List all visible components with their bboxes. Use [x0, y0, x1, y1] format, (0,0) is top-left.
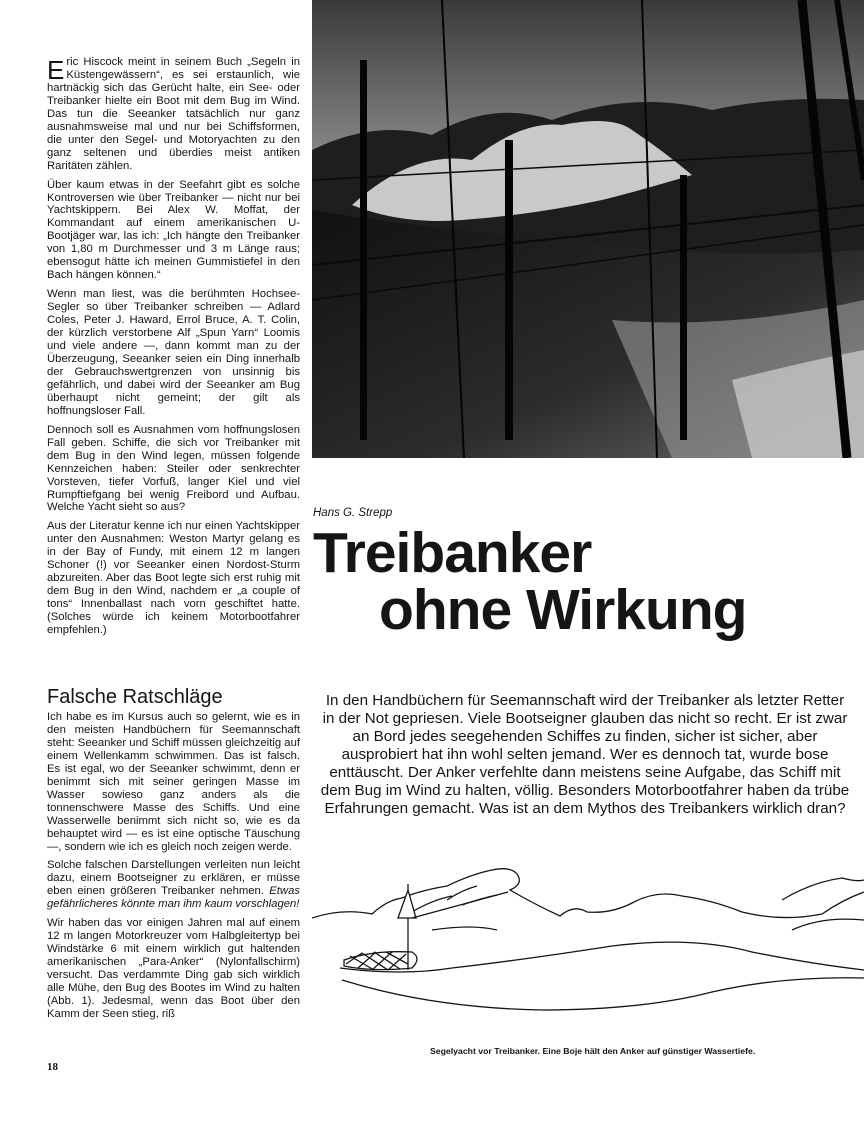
paragraph: [47, 56, 300, 173]
sea-anchor-sketch: [312, 860, 864, 1050]
lead-paragraph: In den Handbüchern für Seemannschaft wird der Treibanker als letzter Retter in der Not gepriesen. Viele Bootseigner glauben das nicht so recht. Er ist zwar an Bord jedes seegehenden Schiffes zu finden, sicher ist sicher, aber ausprobiert hat ihn wohl selten jemand. Wer es dennoch tat, wurde bose enttäuscht. Der Anker verfehlte dann meistens seine Aufgabe, das Schiff mit dem Bug im Wind zu halten, völlig. Besonders Motorbootfahrer haben da trübe Erfahrungen gemacht. Was ist an dem Mythos des Treibankers wirklich dran?: [320, 692, 850, 817]
headline: [313, 521, 843, 642]
paragraph: [47, 859, 300, 911]
paragraph: Über kaum etwas in der Seefahrt gibt es solche Kontroversen wie über Treibanker — nicht nur bei Yachtskippern. Bei Alex W. Moffat, der Kommandant auf einem amerikanischen U-Bootjäger war, las ich: „Ich hängte den Treibanker von 1,80 m Durchmesser und 3 m Länge raus; ebensogut hätte ich meinen Gummistiefel in den Bach hängen können.“: [47, 178, 300, 282]
paragraph: Dennoch soll es Ausnahmen vom hoffnungslosen Fall geben. Schiffe, die sich vor Treibanker mit dem Bug in den Wind legen, müssen folgende Kennzeichen haben: Steiler oder senkrechter Vorsteven, tiefer Vorfuß, langer Kiel und viel Rumpftiefgang bei wenig Freibord und Aufbau. Welche Yacht sieht so aus?: [47, 423, 300, 514]
storm-sea-photo: [312, 0, 864, 458]
paragraph: Aus der Literatur kenne ich nur einen Yachtskipper unter den Ausnahmen: Weston Martyr gelang es in der Bay of Fundy, mit einem 12 m langen Schoner (!) vor Seeanker einen Nordost-Sturm abzureiten. Aber das Boot legte sich erst ruhig mit dem Bug in den Wind, nachdem er „a couple of tons“ Innenballast nach vorn geschiftet hatte. (Solches würde ich keinem Motorbootfahrer empfehlen.): [47, 520, 300, 637]
body-column-top: [47, 56, 300, 643]
paragraph-text: Solche falschen Darstellungen verleiten nun leicht dazu, einem Bootseigner zu erklären, er müsse eben einen größeren Treibanker nehmen.: [47, 859, 300, 898]
headline-line-2: ohne Wirkung: [379, 578, 747, 642]
section-heading: Falsche Ratschläge: [47, 686, 223, 708]
paragraph: Ich habe es im Kursus auch so gelernt, wie es in den meisten Handbüchern für Seemannschaft steht: Seeanker und Schiff müssen gleichzeitig auf einem Wellenkamm schwimmen. Das ist falsch. Es ist egal, wo der Seeanker schwimmt, denn er benimmt sich mit seiner geringen Masse im Wasser sowieso ganz anders als die tonnenschwere Masse des Schiffs. Und eine Wasserwelle benimmt sich nicht so, wie es da behauptet wird — es ist eine optische Täuschung —, sondern wie ich es gleich noch zeigen werde.: [47, 711, 300, 853]
page-number: 18: [47, 1061, 58, 1073]
headline-line-1: Treibanker: [313, 521, 592, 585]
paragraph-text: ric Hiscock meint in seinem Buch „Segeln in Küstengewässern“, es sei erstaunlich, wie hartnäckig sich das Gerücht halte, ein See- oder Treibanker hielte ein Boot mit dem Bug im Wind. Das tun die Seeanker tatsächlich nur ganz ausnahmsweise mal und nur bei Schiffsformen, die unter den Segel- und Motoryachten zu den ganz seltenen und überdies meist antiken Raritäten zählen.: [47, 56, 300, 172]
author-byline: Hans G. Strepp: [313, 507, 393, 519]
emphasis-text: Etwas gefährlicheres könnte man ihm kaum vorschlagen!: [47, 885, 300, 911]
paragraph: Wenn man liest, was die berühmten Hochsee-Segler so über Treibanker schreiben — Adlard Coles, Peter J. Haward, Errol Bruce, A. T. Colin, der kürzlich verstorbene Alf „Spun Yarn“ Loomis und viele andere —, dann kommt man zu der Überzeugung, Seeanker seien ein Ding innerhalb der Gebrauchswertgrenzen von unsinnig bis gefährlich, und dabei wird der Seeanker am Bug überhaupt nicht gemeint; der gilt als hoffnungsloser Fall.: [47, 288, 300, 417]
figure-caption: Segelyacht vor Treibanker. Eine Boje hält den Anker auf günstiger Wassertiefe.: [430, 1046, 756, 1056]
paragraph: Wir haben das vor einigen Jahren mal auf einem 12 m langen Motorkreuzer vom Halbgleitertyp bei Windstärke 6 mit einem wirklich gut haltenden amerikanischen „Para-Anker“ (Nylonfallschirm) versucht. Das verdammte Ding gab sich wirklich alle Mühe, den Bug des Bootes im Wind zu halten (Abb. 1). Jedesmal, wenn das Boot über den Kamm der Seen stieg, riß: [47, 917, 300, 1020]
body-column-bottom: [47, 711, 300, 1027]
drop-cap: E: [47, 55, 65, 85]
